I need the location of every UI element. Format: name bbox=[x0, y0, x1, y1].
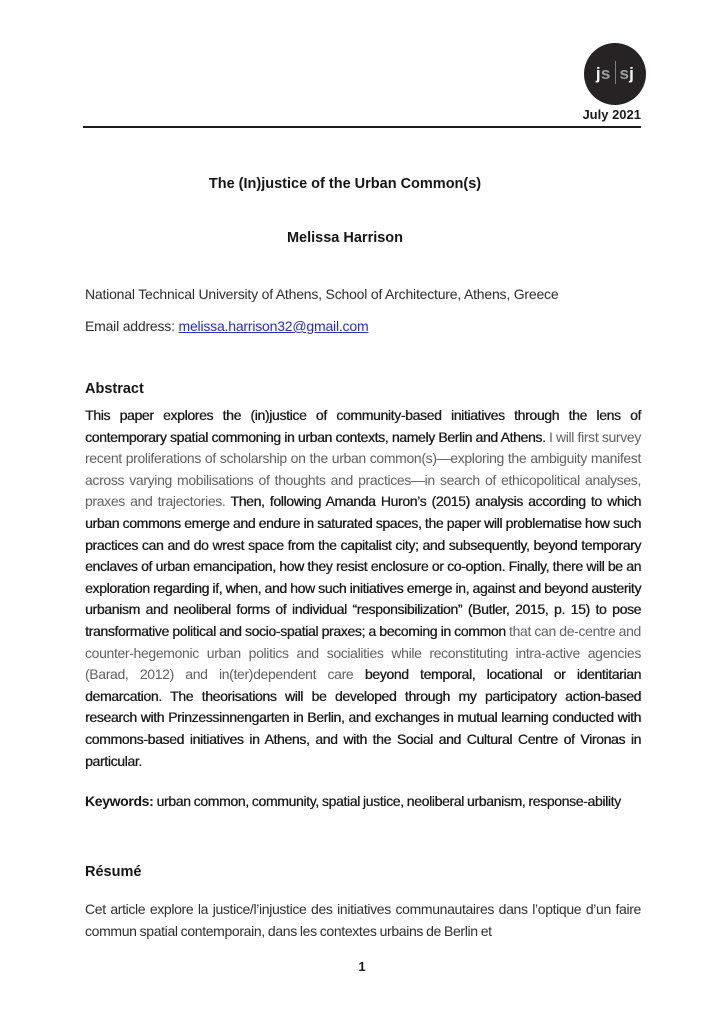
journal-logo bbox=[584, 43, 646, 105]
abstract-segment: I will first survey recent proliferations of scholarship on the urban common(s)—exploring the ambiguity manifest across varying mobilisations of thoughts and practices—in search of ethicopolitical analyses, praxes and trajectories. bbox=[85, 428, 641, 510]
keywords-line bbox=[85, 791, 641, 813]
keywords-text: urban common, community, spatial justice, neoliberal urbanism, response-ability bbox=[156, 793, 621, 809]
logo-text-sj: sj bbox=[619, 64, 635, 83]
page-number: 1 bbox=[358, 959, 366, 974]
author-name: Melissa Harrison bbox=[286, 230, 404, 246]
logo-divider bbox=[615, 61, 616, 84]
article-title: The (In)justice of the Urban Common(s) bbox=[208, 176, 482, 192]
email-label: Email address: bbox=[85, 318, 175, 334]
email-link[interactable]: melissa.harrison32@gmail.com bbox=[178, 318, 369, 334]
logo-text-js: js bbox=[595, 64, 611, 83]
email-line bbox=[85, 318, 655, 334]
abstract-segment: that can de-centre and counter-hegemonic urban politics and socialities while reconstituting intra-active agencies (Barad, 2012) and in(ter)dependent care bbox=[85, 622, 641, 683]
keywords-label: Keywords: bbox=[85, 793, 154, 809]
author-affiliation: National Technical University of Athens, School of Architecture, Athens, Greece bbox=[85, 286, 559, 302]
resume-heading: Résumé bbox=[85, 864, 142, 880]
abstract-heading: Abstract bbox=[85, 381, 144, 397]
issue-date: July 2021 bbox=[582, 107, 641, 122]
abstract-paragraph bbox=[85, 405, 641, 772]
abstract-segment: This paper explores the (in)justice of community-based initiatives through the lens of contemporary spatial commoning in urban contexts, namely Berlin and Athens. bbox=[85, 407, 641, 445]
abstract-segment: Then, following Amanda Huron’s (2015) analysis according to which urban commons emerge and endure in saturated spaces, the paper will problematise how such practices can and do wrest space from the capitalist city; and subsequently, beyond temporary enclaves of urban emancipation, how they resist enclosure or co-option. Finally, there will be an exploration regarding if, when, and how such initiatives emerge in, against and beyond austerity urbanism and neoliberal forms of individual “responsibilization” (Butler, 2015, p. 15) to pose transformative political and socio-spatial praxes; a becoming in common bbox=[85, 493, 641, 639]
abstract-segment: beyond temporal, locational or identitarian demarcation. The theorisations will be developed through my participatory action-based research with Prinzessinnengarten in Berlin, and exchanges in mutual learning conducted with commons-based initiatives in Athens, and with the Social and Cultural Centre of Vironas in particular. bbox=[85, 666, 642, 769]
resume-paragraph: Cet article explore la justice/l’injustice des initiatives communautaires dans l’optique d’un faire commun spatial contemporain, dans les contextes urbains de Berlin et bbox=[85, 901, 641, 939]
header-rule bbox=[83, 126, 641, 128]
